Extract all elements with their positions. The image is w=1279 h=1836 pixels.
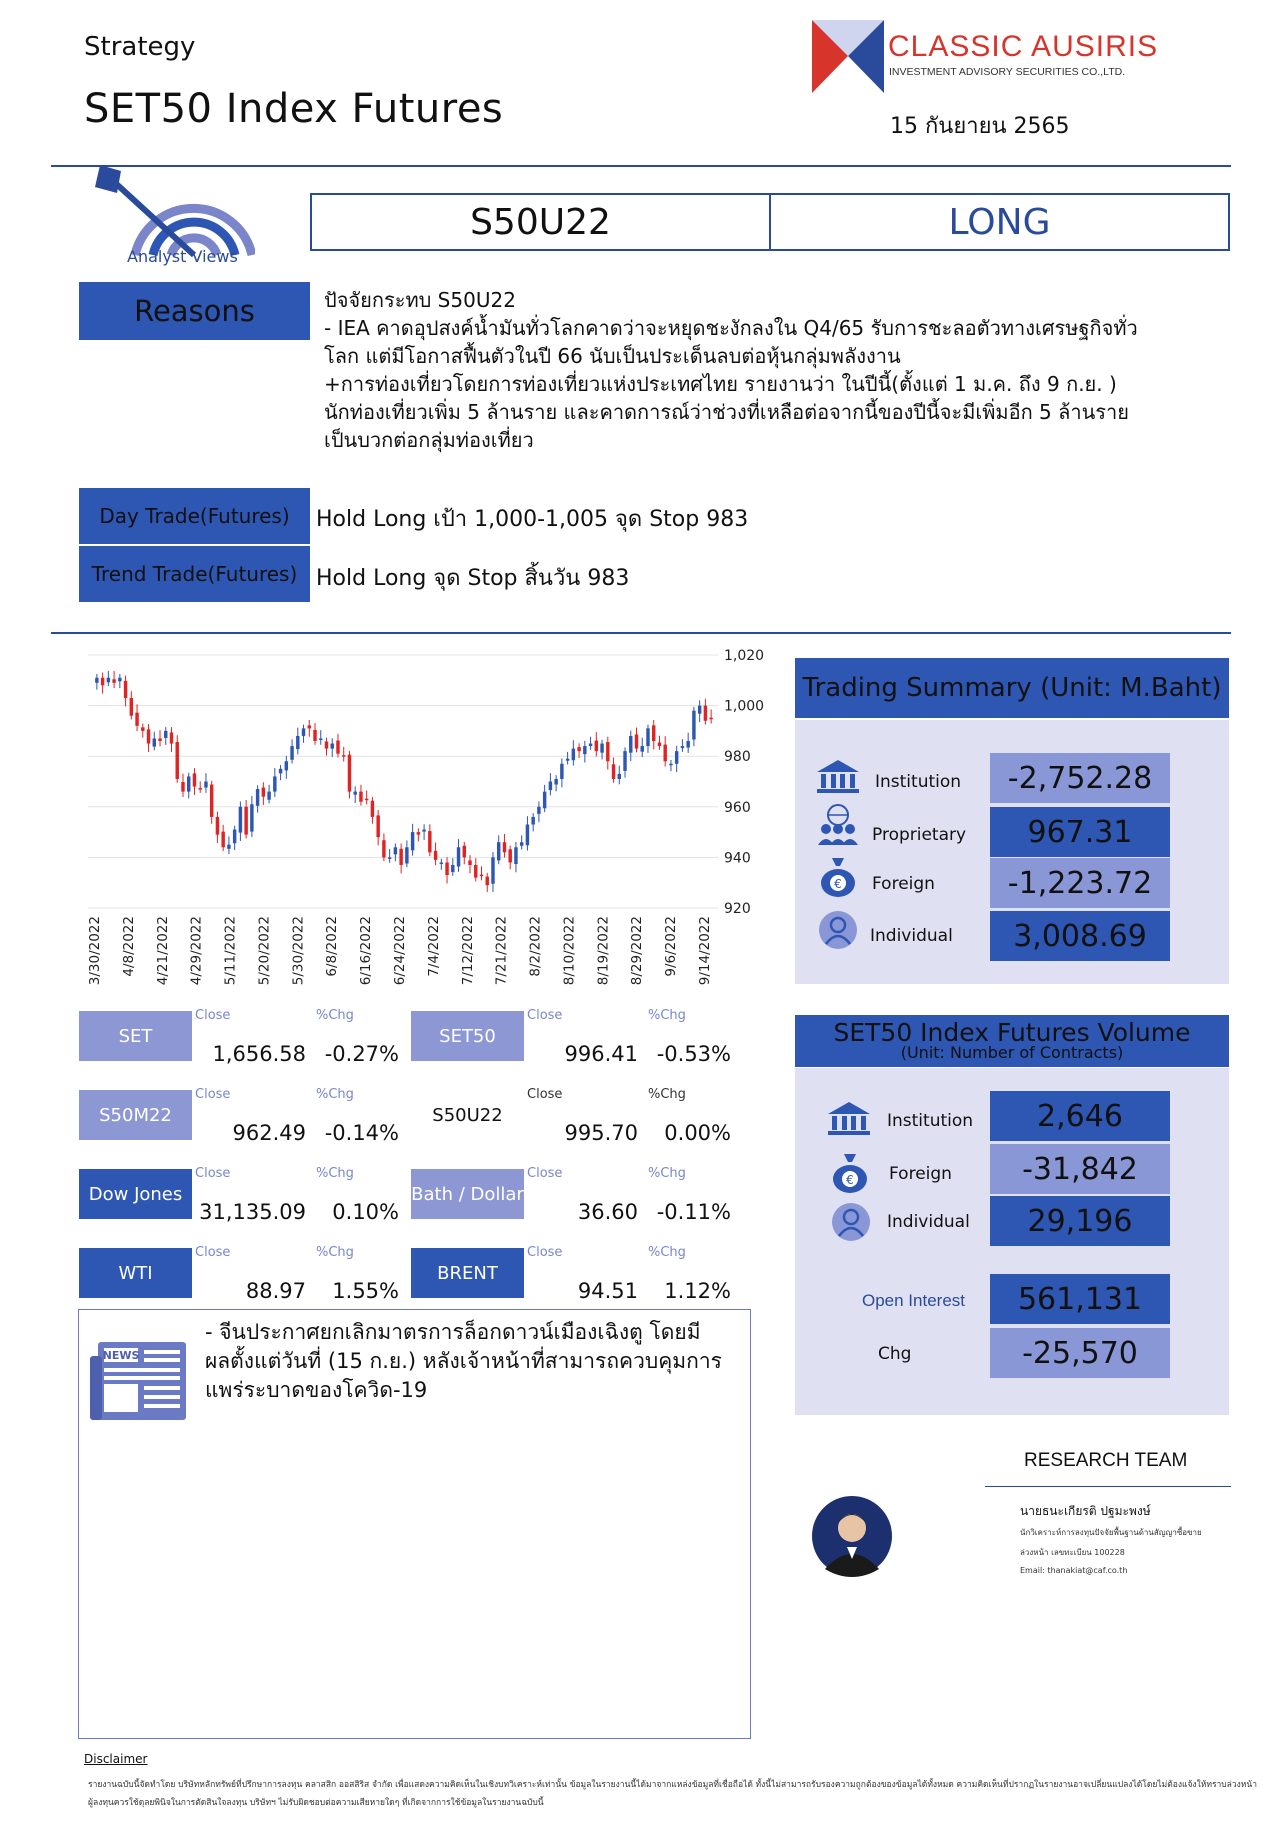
market-dow-jones-chg: 0.10% (332, 1200, 399, 1224)
candle-body (118, 678, 121, 682)
proprietary-icon (816, 803, 860, 845)
foreign-money-bag-icon (818, 856, 858, 898)
market-wti-close-label: Close (195, 1245, 231, 1260)
candle-body (250, 804, 253, 831)
y-tick-label: 1,000 (724, 698, 765, 715)
news-line: - จีนประกาศยกเลิกมาตรการล็อกดาวน์เมืองเฉิงตู โดยมี (205, 1320, 701, 1344)
candle-body (612, 764, 615, 779)
y-tick-label: 960 (724, 799, 751, 816)
market-s50u22-name: S50U22 (432, 1104, 503, 1126)
x-tick-label: 9/14/2022 (697, 916, 713, 986)
candle-body (451, 865, 454, 872)
x-tick-label: 9/6/2022 (663, 916, 680, 977)
candle-body (675, 751, 678, 764)
research-team-title: RESEARCH TEAM (1024, 1450, 1188, 1471)
open-interest-label: Open Interest (862, 1291, 966, 1310)
analyst-name: นายธนะเกียรติ ปฐมะพงษ์ (1020, 1504, 1151, 1518)
oi-change-label: Chg (878, 1344, 912, 1364)
volume-label-foreign: Foreign (889, 1164, 952, 1184)
y-tick-label: 940 (724, 850, 751, 867)
summary-value-proprietary: 967.31 (990, 807, 1170, 857)
candle-body (147, 729, 150, 743)
market-s50u22-close-label: Close (527, 1087, 563, 1102)
candle-body (589, 744, 592, 747)
candle-body (124, 681, 127, 698)
candle-body (267, 792, 270, 800)
foreign-money-bag-icon (830, 1152, 870, 1194)
candle-body (629, 736, 632, 753)
candle-body (537, 807, 540, 814)
summary-label-foreign: Foreign (872, 874, 935, 894)
disclaimer-title: Disclaimer (84, 1752, 148, 1766)
candle-body (325, 742, 328, 749)
individual-user-icon (818, 910, 858, 950)
candle-body (273, 776, 276, 791)
individual-user-icon (831, 1202, 871, 1242)
x-tick-label: 5/11/2022 (222, 916, 239, 986)
market-set50-chg-label: %Chg (648, 1008, 686, 1023)
x-tick-label: 4/29/2022 (188, 916, 205, 986)
candle-body (692, 711, 695, 740)
news-text (205, 1318, 745, 1405)
candle-body (279, 769, 282, 774)
candle-body (382, 840, 385, 857)
summary-label-institution: Institution (875, 772, 962, 792)
candle-body (308, 725, 311, 728)
market-wti-name: WTI (79, 1248, 192, 1298)
candle-body (204, 782, 207, 788)
candle-body (704, 706, 707, 721)
candle-body (577, 747, 580, 751)
candle-body (681, 746, 684, 748)
candle-body (583, 746, 586, 754)
y-tick-label: 980 (724, 749, 751, 766)
candle-body (417, 832, 420, 835)
market-set-close: 1,656.58 (212, 1042, 306, 1066)
candle-body (95, 678, 98, 683)
market-set50-close-label: Close (527, 1008, 563, 1023)
trend-trade-label: Trend Trade(Futures) (79, 546, 310, 602)
market-set-chg-label: %Chg (316, 1008, 354, 1023)
market-bath-dollar-chg-label: %Chg (648, 1166, 686, 1181)
candlestick-chart (78, 640, 798, 1000)
market-s50m22-chg: -0.14% (324, 1121, 399, 1145)
candle-body (595, 741, 598, 752)
candle-body (709, 718, 712, 720)
candle-body (554, 779, 557, 785)
report-date: 15 กันยายน 2565 (890, 114, 1070, 139)
candle-body (141, 727, 144, 731)
summary-value-foreign: -1,223.72 (990, 858, 1170, 908)
candle-body (399, 849, 402, 865)
candle-body (434, 851, 437, 860)
company-logo-icon (812, 20, 884, 93)
candle-body (198, 788, 201, 790)
day-trade-value: Hold Long เป้า 1,000-1,005 จุด Stop 983 (316, 507, 749, 532)
candle-body (635, 734, 638, 748)
candle-body (686, 741, 689, 748)
candle-body (572, 749, 575, 761)
market-brent-name: BRENT (411, 1248, 524, 1298)
market-bath-dollar-close-label: Close (527, 1166, 563, 1181)
market-set50-name: SET50 (411, 1011, 524, 1061)
contract-position: LONG (948, 201, 1051, 243)
volume-subtitle: (Unit: Number of Contracts) (900, 1043, 1124, 1062)
candle-body (531, 817, 534, 825)
analyst-views-label: Analyst Views (127, 247, 238, 266)
summary-label-individual: Individual (870, 926, 953, 946)
candle-body (135, 713, 138, 726)
candle-body (130, 698, 133, 716)
candle-body (543, 792, 546, 809)
market-wti-chg: 1.55% (332, 1279, 399, 1303)
candle-body (520, 842, 523, 846)
candle-body (256, 789, 259, 806)
market-s50m22-close: 962.49 (232, 1121, 306, 1145)
volume-value-institution: 2,646 (990, 1091, 1170, 1141)
trend-trade-value: Hold Long จุด Stop สิ้นวัน 983 (316, 566, 630, 591)
market-set50-chg: -0.53% (656, 1042, 731, 1066)
candle-body (239, 807, 242, 833)
news-line: แพร่ระบาดของโควิด-19 (205, 1378, 428, 1402)
reason-line: +การท่องเที่ยวโดยการท่องเที่ยวแห่งประเทศไทย รายงานว่า ในปีนี้(ตั้งแต่ 1 ม.ค. ถึง 9 ก.ย. ) (324, 372, 1117, 396)
candle-body (463, 846, 466, 858)
summary-value-institution: -2,752.28 (990, 753, 1170, 803)
reason-line: - IEA คาดอุปสงค์น้ำมันทั่วโลกคาดว่าจะหยุดชะงักลงใน Q4/65 รับการชะลอตัวทางเศรษฐกิจทั่ว (324, 316, 1138, 340)
market-set-close-label: Close (195, 1008, 231, 1023)
market-bath-dollar-name: Bath / Dollar (411, 1169, 524, 1219)
candle-body (405, 847, 408, 863)
candle-body (514, 847, 517, 864)
candle-body (474, 865, 477, 878)
market-bath-dollar-close: 36.60 (577, 1200, 638, 1224)
candle-body (388, 857, 391, 859)
candle-body (210, 785, 213, 817)
market-s50m22-chg-label: %Chg (316, 1087, 354, 1102)
newspaper-icon (90, 1338, 190, 1424)
candle-body (176, 742, 179, 779)
reasons-text (324, 286, 1234, 454)
candle-body (107, 678, 110, 683)
market-wti-chg-label: %Chg (316, 1245, 354, 1260)
market-set-name: SET (79, 1011, 192, 1061)
market-set50-close: 996.41 (564, 1042, 638, 1066)
candle-body (313, 730, 316, 741)
news-badge: NEWS (102, 1349, 140, 1362)
volume-label-individual: Individual (887, 1212, 970, 1232)
page-title: SET50 Index Futures (84, 86, 504, 132)
analyst-role: นักวิเคราะห์การลงทุนปัจจัยพื้นฐานด้านสัญญาซื้อขาย (1020, 1528, 1202, 1537)
volume-label-institution: Institution (887, 1111, 974, 1131)
y-tick-label: 1,020 (724, 648, 765, 664)
candle-body (428, 831, 431, 852)
x-tick-label: 5/30/2022 (290, 916, 307, 986)
candle-body (646, 728, 649, 746)
volume-title: SET50 Index Futures Volume (833, 1018, 1191, 1047)
contract-code: S50U22 (312, 195, 771, 249)
candle-body (698, 706, 701, 714)
candle-body (353, 792, 356, 795)
candle-body (652, 725, 655, 741)
x-tick-label: 5/20/2022 (256, 916, 273, 986)
market-dow-jones-close: 31,135.09 (199, 1200, 306, 1224)
candle-body (216, 817, 219, 835)
candle-body (457, 847, 460, 866)
market-dow-jones-close-label: Close (195, 1166, 231, 1181)
market-dow-jones-name: Dow Jones (79, 1169, 192, 1219)
candle-body (560, 764, 563, 779)
candle-body (187, 776, 190, 791)
candle-body (606, 742, 609, 761)
candle-body (227, 845, 230, 849)
candle-body (445, 862, 448, 875)
candle-body (112, 679, 115, 683)
candle-body (342, 755, 345, 757)
candle-body (290, 746, 293, 760)
candle-body (503, 842, 506, 852)
analyst-license: ล่วงหน้า เลขทะเบียน 100228 (1020, 1548, 1125, 1557)
candle-body (526, 825, 529, 846)
candle-body (365, 799, 368, 801)
candle-body (623, 751, 626, 771)
candle-body (164, 731, 167, 738)
candle-body (158, 738, 161, 741)
section-divider (51, 632, 1231, 634)
reason-line: นักท่องเที่ยวเพิ่ม 5 ล้านราย และคาดการณ์ว่าช่วงที่เหลือต่อจากนี้ของปีนี้จะมีเพิ่มอีก 5 ล้านราย (324, 400, 1129, 424)
candle-body (319, 738, 322, 740)
candle-body (394, 847, 397, 854)
candle-body (170, 732, 173, 743)
candle-body (663, 745, 666, 762)
candle-body (497, 842, 500, 860)
x-tick-label: 4/8/2022 (120, 916, 137, 977)
candle-body (669, 764, 672, 766)
disclaimer-text: รายงานฉบับนี้จัดทำโดย บริษัทหลักทรัพย์ที่ปรึกษาการลงทุน คลาสสิก ออสสิริส จำกัด เพื่อแสดงความคิดเห็นในเชิงบทวิเคราะห์เท่านั้น ข้อมูลในรายงานนี้ได้มาจากแหล่งข้อมูลที่เชื่อถือได้ ทั้งนี้ไม่สามารถรับรองความถูกต้องของข้อมูลได้ทั้งหมด ความคิดเห็นที่ปรากฏในรายงานอาจเปลี่ยนแปลงได้โดยไม่ต้องแจ้งให้ทราบล่วงหน้า ผู้ลงทุนควรใช้ดุลยพินิจในการตัดสินใจลงทุน บริษัทฯ ไม่รับผิดชอบต่อความเสียหายใดๆ ที่เกิดจากการใช้ข้อมูลในรายงานฉบับนี้ (88, 1780, 1257, 1808)
candle-body (336, 741, 339, 754)
market-bath-dollar-chg: -0.11% (656, 1200, 731, 1224)
candle-body (302, 728, 305, 736)
candle-body (296, 736, 299, 749)
company-subtitle: INVESTMENT ADVISORY SECURITIES CO.,LTD. (889, 66, 1126, 78)
candle-body (411, 832, 414, 850)
market-brent-chg-label: %Chg (648, 1245, 686, 1260)
candle-body (262, 788, 265, 797)
candle-body (193, 773, 196, 786)
open-interest-value: 561,131 (990, 1274, 1170, 1324)
summary-label-proprietary: Proprietary (872, 825, 967, 845)
market-s50m22-close-label: Close (195, 1087, 231, 1102)
market-s50u22-chg-label: %Chg (648, 1087, 686, 1102)
market-brent-close-label: Close (527, 1245, 563, 1260)
market-set-chg: -0.27% (324, 1042, 399, 1066)
analyst-email: Email: thanakiat@caf.co.th (1020, 1566, 1128, 1575)
market-s50u22-chg: 0.00% (664, 1121, 731, 1145)
candle-body (371, 801, 374, 817)
volume-value-individual: 29,196 (990, 1196, 1170, 1246)
contract-position-box (310, 193, 1230, 251)
candle-body (440, 862, 443, 864)
volume-value-foreign: -31,842 (990, 1144, 1170, 1194)
y-tick-label: 920 (724, 901, 751, 917)
research-divider (985, 1486, 1231, 1487)
candle-body (422, 830, 425, 832)
candle-body (641, 746, 644, 752)
oi-change-value: -25,570 (990, 1328, 1170, 1378)
candle-body (618, 774, 621, 779)
candle-body (233, 830, 236, 844)
candle-body (566, 759, 569, 761)
institution-icon (826, 1100, 872, 1136)
institution-icon (815, 758, 861, 794)
candle-body (359, 792, 362, 802)
market-brent-close: 94.51 (577, 1279, 638, 1303)
category-label: Strategy (84, 32, 196, 62)
candle-body (244, 807, 247, 835)
market-wti-close: 88.97 (245, 1279, 306, 1303)
trading-summary-title: Trading Summary (Unit: M.Baht) (795, 658, 1229, 718)
reason-line: ปัจจัยกระทบ S50U22 (324, 288, 516, 312)
day-trade-label: Day Trade(Futures) (79, 488, 310, 544)
candle-body (491, 857, 494, 883)
candle-body (600, 744, 603, 753)
x-tick-label: 8/10/2022 (561, 916, 578, 986)
candle-body (221, 832, 224, 848)
company-name: CLASSIC AUSIRIS (888, 30, 1159, 63)
market-brent-chg: 1.12% (664, 1279, 731, 1303)
candle-body (508, 849, 511, 862)
news-line: ผลตั้งแต่วันที่ (15 ก.ย.) หลังเจ้าหน้าที่สามารถควบคุมการ (205, 1349, 722, 1373)
candle-body (348, 755, 351, 792)
reason-line: โลก แต่มีโอกาสฟื้นตัวในปี 66 นับเป็นประเด็นลบต่อหุ้นกลุ่มพลังงาน (324, 344, 901, 368)
svg-text:€: € (834, 877, 842, 891)
market-s50m22-name: S50M22 (79, 1090, 192, 1140)
x-tick-label: 4/21/2022 (154, 916, 171, 986)
x-tick-label: 8/29/2022 (629, 916, 646, 986)
candle-body (486, 877, 489, 886)
market-dow-jones-chg-label: %Chg (316, 1166, 354, 1181)
x-tick-label: 8/2/2022 (527, 916, 544, 977)
summary-value-individual: 3,008.69 (990, 911, 1170, 961)
candle-body (331, 744, 334, 749)
candle-body (468, 860, 471, 865)
x-tick-label: 6/8/2022 (324, 916, 341, 977)
analyst-avatar (811, 1495, 893, 1577)
candle-body (658, 743, 661, 747)
candle-body (549, 782, 552, 791)
reasons-label: Reasons (79, 282, 310, 340)
volume-title-box (795, 1015, 1229, 1067)
candle-body (285, 761, 288, 770)
candle-body (153, 738, 156, 746)
x-tick-label: 7/4/2022 (425, 916, 442, 977)
x-tick-label: 8/19/2022 (595, 916, 612, 986)
candle-body (101, 678, 104, 686)
reason-line: เป็นบวกต่อกลุ่มท่องเที่ยว (324, 428, 534, 452)
candle-body (376, 815, 379, 837)
svg-text:€: € (846, 1173, 854, 1187)
x-tick-label: 3/30/2022 (87, 916, 103, 986)
market-s50u22-close: 995.70 (564, 1121, 638, 1145)
x-tick-label: 6/24/2022 (392, 916, 408, 986)
x-tick-label: 7/12/2022 (459, 916, 476, 986)
x-tick-label: 7/21/2022 (493, 916, 510, 986)
candle-body (181, 782, 184, 792)
candle-body (480, 875, 483, 877)
x-tick-label: 6/16/2022 (358, 916, 375, 986)
